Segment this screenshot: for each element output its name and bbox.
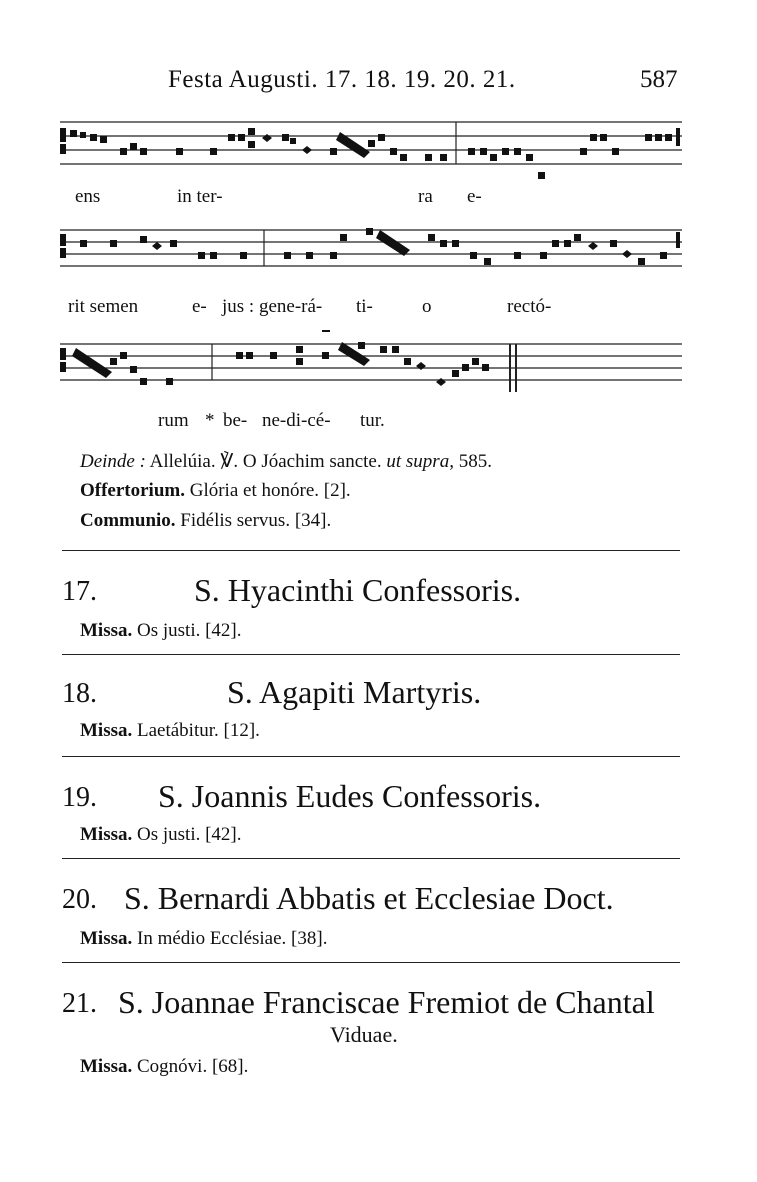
- missa-text: Cognóvi. [68].: [137, 1056, 249, 1077]
- lyric-syllable: e-: [467, 186, 482, 207]
- lyric-syllable: ne-di-cé-: [262, 410, 331, 431]
- communio-line: [80, 510, 331, 532]
- communio-label: Communio.: [80, 510, 176, 531]
- lyric-syllable: ra: [418, 186, 433, 207]
- feast-19-missa: [80, 824, 242, 846]
- deinde-line: [80, 450, 492, 473]
- feast-21-missa: [80, 1056, 248, 1078]
- feast-number: 18.: [62, 678, 97, 709]
- lyric-syllable: rit semen: [68, 296, 139, 317]
- lyric-syllable: o: [422, 296, 432, 317]
- feast-title: S. Bernardi Abbatis et Ecclesiae Doct.: [124, 880, 614, 916]
- missa-text: In médio Ecclésiae. [38].: [137, 928, 328, 949]
- lyric-syllable: ti-: [356, 296, 373, 317]
- feast-number: 20.: [62, 884, 97, 915]
- chant-staff-1: [0, 108, 757, 188]
- missa-label: Missa.: [80, 720, 133, 741]
- offertorium-line: [80, 480, 351, 502]
- missa-text: Os justi. [42].: [137, 620, 242, 641]
- feast-18-missa: [80, 720, 260, 742]
- feast-21-subtitle: Viduae.: [330, 1022, 398, 1047]
- ut-supra-page: 585.: [458, 451, 492, 472]
- feast-20: [62, 880, 682, 924]
- feast-19: [62, 778, 682, 822]
- lyric-syllable: be-: [223, 410, 248, 431]
- feast-title: S. Joannae Franciscae Fremiot de Chantal: [118, 984, 655, 1020]
- section-rule: [62, 550, 680, 551]
- chant-lyrics-1: [0, 186, 757, 210]
- offertorium-label: Offertorium.: [80, 480, 185, 501]
- deinde-label: Deinde :: [80, 451, 146, 472]
- feast-18: [62, 674, 682, 718]
- lyric-syllable: rectó-: [507, 296, 552, 317]
- section-rule: [62, 654, 680, 655]
- lyric-syllable: *: [205, 410, 215, 431]
- feast-title: S. Hyacinthi Confessoris.: [194, 572, 522, 608]
- missa-label: Missa.: [80, 1056, 133, 1077]
- lyric-syllable: jus : gene-rá-: [222, 296, 323, 317]
- missa-label: Missa.: [80, 620, 133, 641]
- missa-label: Missa.: [80, 928, 133, 949]
- feast-title: S. Joannis Eudes Confessoris.: [158, 778, 542, 814]
- section-rule: [62, 756, 680, 757]
- communio-text: Fidélis servus. [34].: [180, 510, 332, 531]
- chant-lyrics-3: [0, 410, 757, 434]
- feast-title: S. Agapiti Martyris.: [227, 674, 482, 710]
- feast-number: 17.: [62, 576, 97, 607]
- section-rule: [62, 962, 680, 963]
- missa-text: Os justi. [42].: [137, 824, 242, 845]
- lyric-syllable: rum: [158, 410, 189, 431]
- feast-17: [62, 572, 682, 616]
- missa-text: Laetábitur. [12].: [137, 720, 260, 741]
- lyric-syllable: e-: [192, 296, 207, 317]
- page-number: 587: [640, 66, 678, 93]
- lyric-syllable: tur.: [360, 410, 385, 431]
- lyric-syllable: in ter-: [177, 186, 223, 207]
- chant-staff-3: [0, 326, 757, 406]
- feast-17-missa: [80, 620, 242, 642]
- deinde-text: Allelúia. ℣. O Jóachim sancte.: [149, 451, 382, 472]
- lyric-syllable: ens: [75, 186, 101, 207]
- feast-20-missa: [80, 928, 327, 950]
- chant-staff-2: [0, 218, 757, 288]
- section-rule: [62, 858, 680, 859]
- chant-lyrics-2: [0, 296, 757, 320]
- missa-label: Missa.: [80, 824, 133, 845]
- feast-number: 19.: [62, 782, 97, 813]
- ut-supra: ut supra,: [386, 451, 454, 472]
- running-header: Festa Augusti. 17. 18. 19. 20. 21.: [168, 66, 516, 93]
- offertorium-text: Glória et honóre. [2].: [189, 480, 351, 501]
- feast-number: 21.: [62, 988, 97, 1019]
